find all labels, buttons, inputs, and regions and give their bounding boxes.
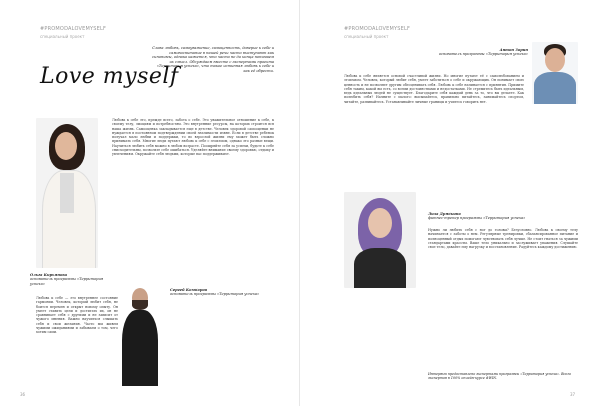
- right-page: [300, 0, 600, 406]
- photo-sergey: [120, 286, 160, 386]
- footnote: Интервью предоставлено экспертами программы «Территория успеха». Всего экспертов в 100% онлайн-курсе #WIN.: [428, 372, 572, 380]
- body-text-2: Нужно ли любить себя с ног до головы? Безусловно. Любовь к своему телу начинается с заботы о нем. Регулярные тренировки, сбалансированное питание и полноценный отдых помогают чувствовать себя лучше. Не стоит гнаться за чужими стандартами красоты. Ваше тело уникально и заслуживает уважения. Слушайте свое тело, давайте ему нагрузку и восстановление. Радуйтесь каждому достижению.: [428, 228, 578, 250]
- caption-role: фитнес-тренер программы «Территория успеха»: [428, 216, 526, 221]
- caption-name: Лиза Дрябкина: [428, 212, 461, 216]
- body-text-2: Любовь к себе — это внутреннее состояние гармонии. Человек, который любит себя, не боится перемен и открыт новому опыту. Он умеет ставить цели и достигать их, он не сравнивает себя с другими и не зависит от чужого мнения. Важно научиться слышать себя и свои желания. Часто мы живем чужими ожиданиями и забываем о том, чего хотим сами.: [36, 296, 118, 335]
- lead-paragraph: Слова любовь, самоуважение, самоценность, доверие к себе и самовоспитание в нашей речи часто выступают как синонимы, однако кажется, что часто не до конца понимаем их смысл. Обсуждаем вместе с экспертами проекта «Территория успеха», что такое истинная любовь к себе и как её обрести.: [152, 46, 274, 73]
- article-title: Love myself: [40, 64, 179, 89]
- caption-anton: [430, 48, 528, 57]
- section-label: специальный проект: [40, 34, 85, 39]
- photo-olga: [36, 118, 98, 268]
- caption-liza: [428, 212, 528, 221]
- caption-name: Сергей Комбаров: [170, 288, 208, 292]
- caption-olga: [30, 273, 110, 286]
- caption-sergey: [170, 288, 270, 297]
- caption-role: основатель программы «Территория успеха»: [30, 277, 104, 286]
- caption-name: Ольга Кирьянова: [30, 273, 68, 277]
- hashtag: #PROMODALOVEMYSELF: [40, 26, 107, 32]
- photo-anton: [532, 42, 578, 104]
- photo-liza: [344, 192, 416, 288]
- hashtag: #PROMODALOVEMYSELF: [344, 26, 411, 32]
- body-text-1: Любовь к себе это, прежде всего, забота о себе. Это уважительное отношение к себе, к своему телу, эмоциям и потребностям. Это внутренние ресурсы, на которых строится вся наша жизнь. Самооценка закладывается еще в детстве. Человек здоровой самооценки не нуждается в постоянном подтверждении своей значимости извне. Если в детстве ребенок получал мало любви и поддержки, то во взрослой жизни ему может быть сложно принимать себя. Многие люди путают любовь к себе с эгоизмом, однако это разные вещи. Научиться любить себя можно в любом возрасте. Поощряйте себя за успехи, будьте к себе снисходительны, позвольте себе ошибаться. Уделяйте внимание своему здоровью, отдыху и увлечениям. Окружайте себя людьми, которые вас поддерживают.: [112, 118, 274, 157]
- body-text-1: Любовь к себе является основой счастливой жизни. Но многие путают её с самолюбованием и эгоизмом. Человек, который любит себя, умеет заботиться о себе и окружающих. Он понимает свою ценность и не позволяет другим обесценивать себя. Любовь к себе начинается с принятия. Примите себя таким, какой вы есть, со всеми достоинствами и недостатками. Не стремитесь быть идеальным, ведь идеальных людей не существует. Благодарите себя каждый день за то, что вы делаете. Как полюбить себя? Начните с малого: высыпайтесь, правильно питайтесь, занимайтесь спортом, читайте, развивайтесь. Устанавливайте личные границы и учитесь говорить нет.: [344, 74, 524, 104]
- caption-name: Антон Зорин: [499, 48, 528, 52]
- section-label: специальный проект: [344, 34, 389, 39]
- caption-role: основатель программы «Территория успеха»: [438, 52, 528, 57]
- page-number: 37: [570, 392, 576, 397]
- page-number: 36: [20, 392, 26, 397]
- caption-role: основатель программы «Территория успеха»: [170, 292, 260, 297]
